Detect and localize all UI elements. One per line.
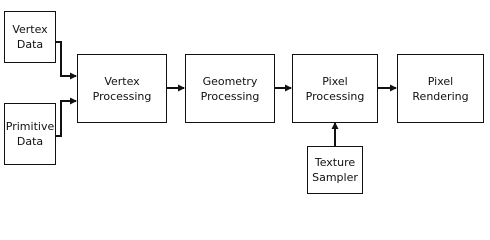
node-pixel-processing: Pixel Processing: [292, 54, 378, 123]
node-vertex-data: Vertex Data: [4, 11, 56, 63]
node-texture-sampler: Texture Sampler: [307, 146, 363, 194]
node-geometry-processing: Geometry Processing: [185, 54, 275, 123]
edge-vertex-data-to-vertex-processing: [56, 42, 76, 76]
node-pixel-rendering: Pixel Rendering: [397, 54, 484, 123]
edge-primitive-data-to-vertex-processing: [56, 101, 76, 136]
node-vertex-processing: Vertex Processing: [77, 54, 167, 123]
node-primitive-data: Primitive Data: [4, 103, 56, 165]
